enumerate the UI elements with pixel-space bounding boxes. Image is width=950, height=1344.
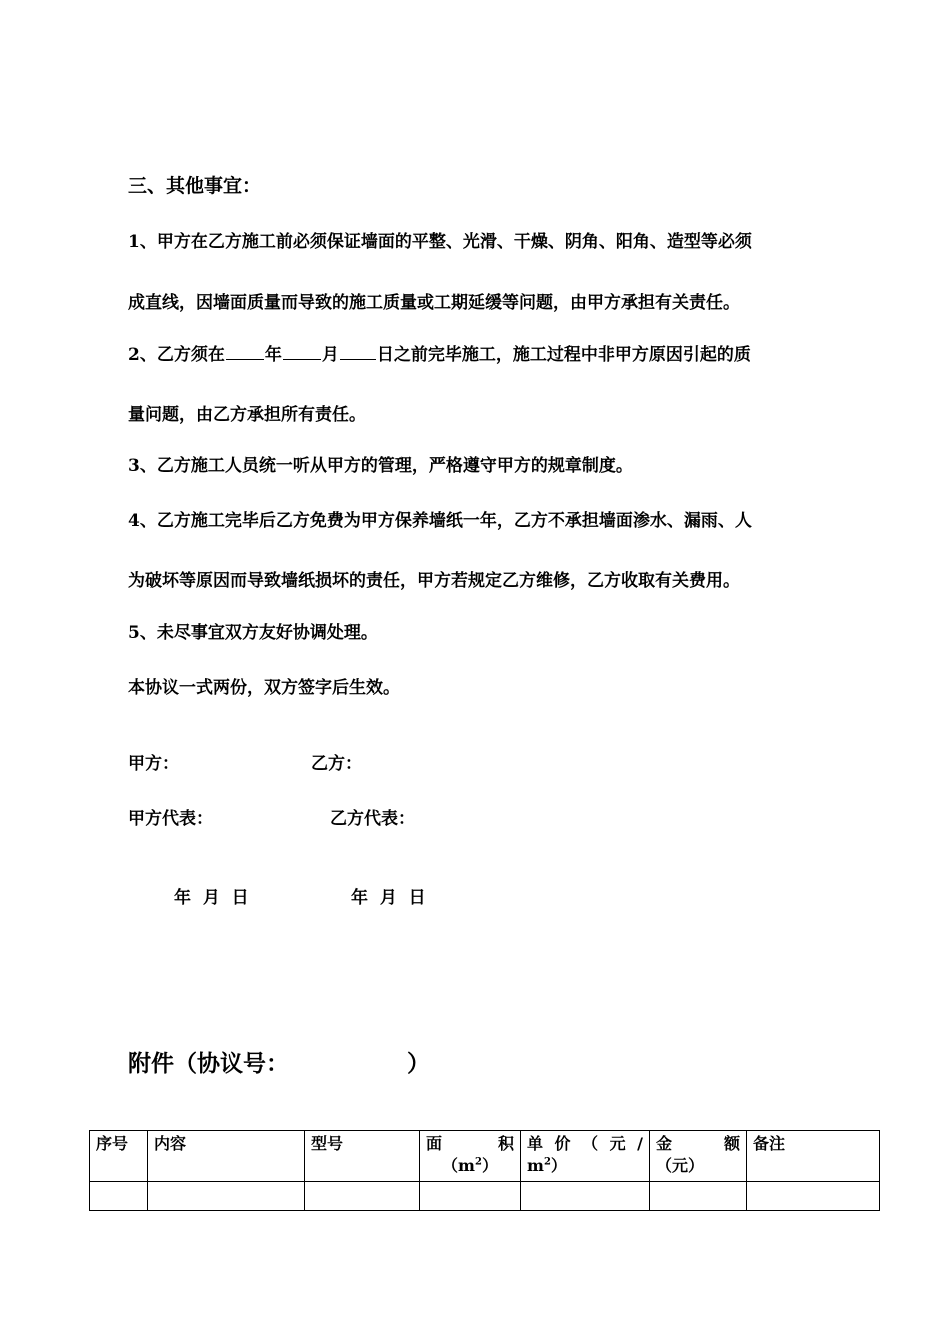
cell-content[interactable]: [148, 1182, 305, 1211]
cell-model[interactable]: [305, 1182, 420, 1211]
col-header-content: 内容: [148, 1131, 305, 1182]
cell-remark[interactable]: [747, 1182, 880, 1211]
party-a-rep-label: 甲方代表：: [128, 809, 213, 829]
cell-price[interactable]: [521, 1182, 650, 1211]
clause-2-prefix: 2、乙方须在: [128, 345, 225, 365]
table-header-row: [90, 1131, 880, 1182]
party-b-date: 年 月 日: [351, 888, 426, 908]
cell-seq[interactable]: [90, 1182, 148, 1211]
attachment-title: [128, 1049, 430, 1079]
col-header-amount-unit: （元）: [656, 1156, 705, 1175]
party-b-label: 乙方：: [311, 754, 362, 774]
clause-4-line-1: 4、乙方施工完毕后乙方免费为甲方保养墙纸一年，乙方不承担墙面渗水、漏雨、人: [128, 511, 752, 531]
year-blank[interactable]: [226, 343, 264, 360]
clause-1-line-2: 成直线，因墙面质量而导致的施工质量或工期延缓等问题，由甲方承担有关责任。: [128, 293, 740, 313]
col-header-price: [521, 1131, 650, 1182]
col-header-remark: 备注: [747, 1131, 880, 1182]
closing-statement: 本协议一式两份，双方签字后生效。: [128, 678, 400, 698]
attachment-title-prefix: 附件（协议号：: [128, 1050, 289, 1077]
attachment-title-suffix: ）: [407, 1050, 430, 1077]
col-header-area: [420, 1131, 521, 1182]
col-header-model: 型号: [305, 1131, 420, 1182]
cell-area[interactable]: [420, 1182, 521, 1211]
col-header-price-main: 单价（元/: [527, 1134, 643, 1153]
col-header-amount: [650, 1131, 747, 1182]
clause-2-suffix: 日之前完毕施工，施工过程中非甲方原因引起的质: [376, 345, 751, 365]
table-row: [90, 1182, 880, 1211]
section-heading: 三、其他事宜：: [128, 175, 262, 197]
clause-5: 5、未尽事宜双方友好协调处理。: [128, 623, 378, 643]
month-blank[interactable]: [283, 343, 321, 360]
clause-2-year-label: 年: [264, 345, 282, 365]
clause-2-line-1: [128, 343, 751, 366]
day-blank[interactable]: [340, 343, 376, 360]
party-a-date: 年 月 日: [174, 888, 249, 908]
clause-2-line-2: 量问题，由乙方承担所有责任。: [128, 405, 366, 425]
col-header-amount-main: 金 额: [656, 1134, 740, 1153]
party-a-label: 甲方：: [128, 754, 179, 774]
col-header-seq: 序号: [90, 1131, 148, 1182]
clause-4-line-2: 为破坏等原因而导致墙纸损坏的责任，甲方若规定乙方维修，乙方收取有关费用。: [128, 571, 740, 591]
cell-amount[interactable]: [650, 1182, 747, 1211]
col-header-price-unit: $m^2$）: [527, 1156, 567, 1175]
clause-3: 3、乙方施工人员统一听从甲方的管理，严格遵守甲方的规章制度。: [128, 456, 633, 476]
col-header-area-unit: $(m^2)$: [442, 1156, 498, 1175]
attachment-table: [89, 1130, 880, 1211]
party-b-rep-label: 乙方代表：: [330, 809, 415, 829]
clause-1-line-1: 1、甲方在乙方施工前必须保证墙面的平整、光滑、干燥、阴角、阳角、造型等必须: [128, 232, 752, 252]
col-header-area-main: 面 积: [426, 1134, 514, 1153]
clause-2-month-label: 月: [321, 345, 339, 365]
